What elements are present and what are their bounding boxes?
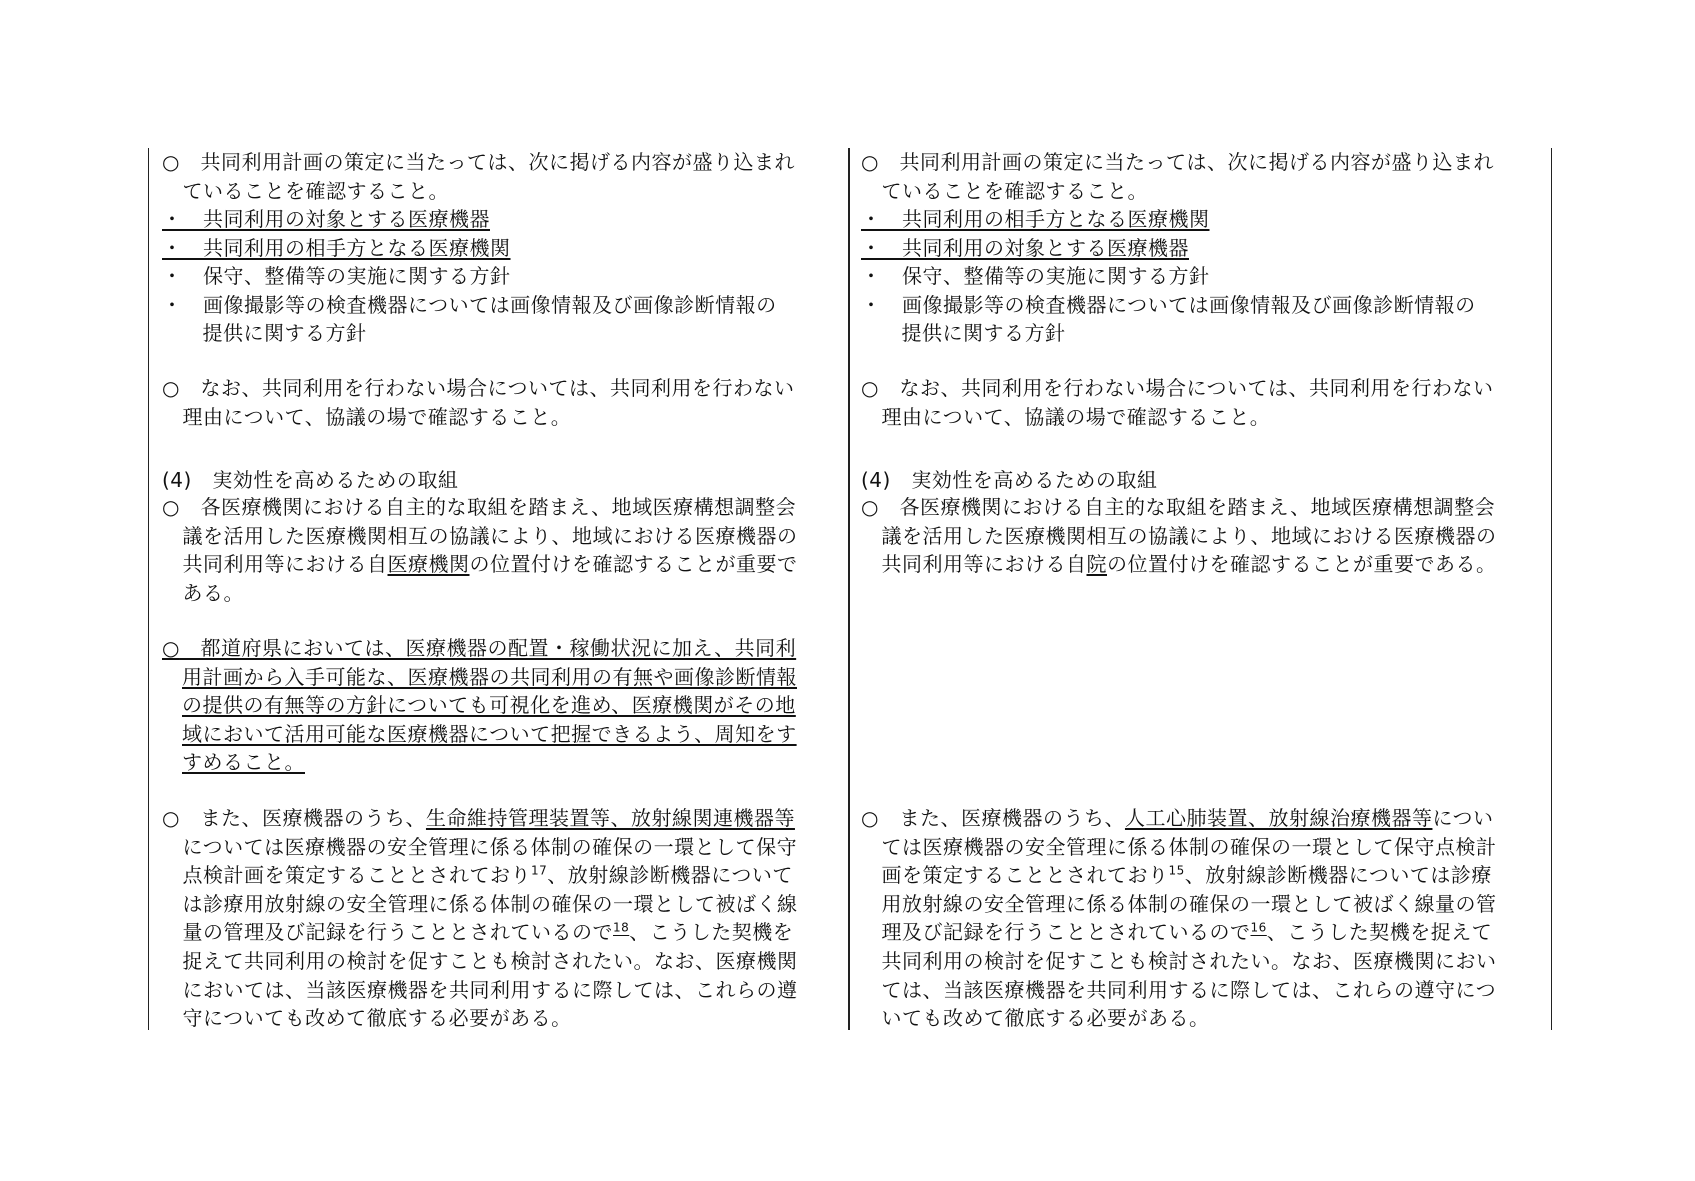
left-para-safety-management: ○ また、医療機器のうち、生命維持管理装置等、放射線関連機器等 については医療機器の安全管理に係る体制の確保の一環として保守 点検計画を策定することとされており$^{17}$、放射線診断機器について は診療用放射線の安全管理に係る体制の確保の一環として被ばく線 量の管理及び記録を行うこととされているので$^{18}$、こうした契機を 捉えて共同利用の検討を促すことも検討されたい。なお、医療機関 においては、当該医療機器を共同利用するに際しては、これらの遵 守についても改めて徹底する必要がある。 [162, 806, 798, 1031]
right-para-safety-management: ○ また、医療機器のうち、人工心肺装置、放射線治療機器等につい ては医療機器の安全管理に係る体制の確保の一環として保守点検計 画を策定することとされており$^{15}$、放射線診断機器については診療 用放射線の安全管理に係る体制の確保の一環として被ばく線量の管 理及び記録を行うこととされているので$^{16}$、こうした契機を捉えて 共同利用の検討を促すことも検討されたい。なお、医療機関におい ては、当該医療機器を共同利用するに際しては、これらの遵守につ いても改めて徹底する必要がある。 [861, 806, 1497, 1031]
left-para-role-confirm: ○ 各医療機関における自主的な取組を踏まえ、地域医療構想調整会 議を活用した医療機関相互の協議により、地域における医療機器の 共同利用等における自医療機関の位置付けを確認することが重要で ある。 [162, 495, 798, 605]
list-item: ・ 画像撮影等の検査機器については画像情報及び画像診断情報の [861, 292, 1476, 317]
comparison-table [148, 148, 1552, 1030]
left-para-plan-contents: ○ 共同利用計画の策定に当たっては、次に掲げる内容が盛り込まれ ていることを確認すること。 [162, 150, 795, 203]
right-bullet-list [861, 205, 1541, 348]
list-item: ・ 保守、整備等の実施に関する方針 [162, 264, 511, 289]
right-para-plan-contents: ○ 共同利用計画の策定に当たっては、次に掲げる内容が盛り込まれ ていることを確認すること。 [861, 150, 1494, 203]
left-para-no-sharing: ○ なお、共同利用を行わない場合については、共同利用を行わない 理由について、協議の場で確認すること。 [162, 376, 795, 429]
column-divider [848, 148, 850, 1030]
list-item: ・ 共同利用の対象とする医療機器 [162, 207, 490, 231]
footnote-ref: 16 [1250, 920, 1267, 935]
footnote-ref: 18 [613, 920, 630, 935]
footnote-ref: 15 [1168, 863, 1185, 878]
list-item: ・ 画像撮影等の検査機器については画像情報及び画像診断情報の [162, 292, 777, 317]
list-item: ・ 保守、整備等の実施に関する方針 [861, 264, 1210, 289]
right-para-no-sharing: ○ なお、共同利用を行わない場合については、共同利用を行わない 理由について、協議の場で確認すること。 [861, 376, 1494, 429]
left-bullet-list [162, 205, 838, 348]
right-para-role-confirm: ○ 各医療機関における自主的な取組を踏まえ、地域医療構想調整会 議を活用した医療機関相互の協議により、地域における医療機器の 共同利用等における自院の位置付けを確認することが重要である。 [861, 495, 1497, 577]
list-item: 提供に関する方針 [881, 321, 1066, 346]
list-item: ・ 共同利用の相手方となる医療機関 [162, 235, 511, 260]
list-item: ・ 共同利用の相手方となる医療機関 [861, 207, 1210, 231]
left-section-heading: (4) 実効性を高めるための取組 [162, 468, 459, 492]
right-section-heading: (4) 実効性を高めるための取組 [861, 468, 1158, 492]
footnote-ref: 17 [531, 863, 548, 878]
list-item: ・ 共同利用の対象とする医療機器 [861, 235, 1189, 260]
list-item: 提供に関する方針 [182, 321, 367, 346]
left-para-prefecture: ○ 都道府県においては、医療機器の配置・稼働状況に加え、共同利 用計画から入手可能な、医療機器の共同利用の有無や画像診断情報 の提供の有無等の方針についても可視化を進め、医療機関がその地 域において活用可能な医療機器について把握できるよう、周知をす すめること。 [162, 636, 797, 775]
